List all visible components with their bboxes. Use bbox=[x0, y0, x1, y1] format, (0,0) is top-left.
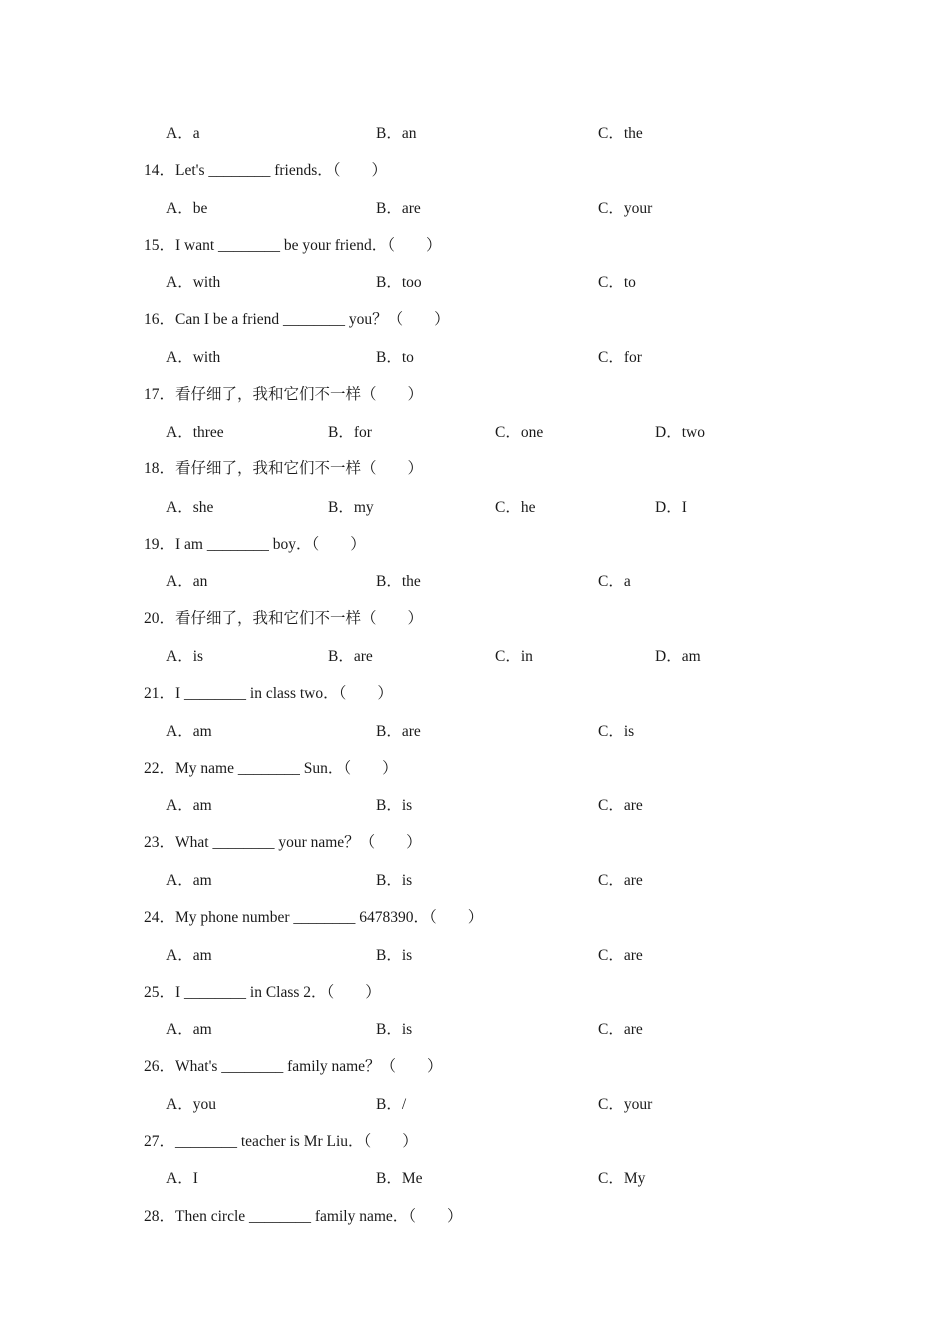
options-row-13 bbox=[0, 122, 950, 146]
option-b[interactable]: B．too bbox=[376, 274, 422, 291]
question-text: 27．________ teacher is Mr Liu．（ ） bbox=[144, 1133, 418, 1150]
options-row-24 bbox=[0, 944, 950, 968]
option-d[interactable]: D．I bbox=[655, 499, 687, 516]
option-c[interactable]: C．one bbox=[495, 424, 544, 441]
option-a[interactable]: A．am bbox=[166, 723, 212, 740]
question-14 bbox=[0, 159, 950, 183]
question-text: 18．看仔细了，我和它们不一样（ ） bbox=[144, 460, 424, 477]
options-row-20 bbox=[0, 645, 950, 669]
option-d[interactable]: D．am bbox=[655, 648, 701, 665]
options-row-15 bbox=[0, 271, 950, 295]
question-19 bbox=[0, 533, 950, 557]
option-b[interactable]: B．the bbox=[376, 573, 421, 590]
option-c[interactable]: C．your bbox=[598, 1096, 653, 1113]
option-c[interactable]: C．are bbox=[598, 947, 643, 964]
option-a[interactable]: A．she bbox=[166, 499, 214, 516]
question-24 bbox=[0, 906, 950, 930]
option-c[interactable]: C．in bbox=[495, 648, 533, 665]
option-a[interactable]: A．am bbox=[166, 1021, 212, 1038]
options-row-18 bbox=[0, 496, 950, 520]
options-row-22 bbox=[0, 794, 950, 818]
options-row-26 bbox=[0, 1093, 950, 1117]
option-b[interactable]: B．my bbox=[328, 499, 374, 516]
question-17 bbox=[0, 383, 950, 407]
question-text: 28．Then circle ________ family name．（ ） bbox=[144, 1208, 463, 1225]
question-25 bbox=[0, 981, 950, 1005]
question-21 bbox=[0, 682, 950, 706]
question-text: 26．What's ________ family name？（ ） bbox=[144, 1058, 443, 1075]
option-b[interactable]: B．are bbox=[376, 200, 421, 217]
option-a[interactable]: A．am bbox=[166, 872, 212, 889]
option-a[interactable]: A．am bbox=[166, 947, 212, 964]
question-16 bbox=[0, 308, 950, 332]
option-b[interactable]: B．for bbox=[328, 424, 372, 441]
option-a[interactable]: A．you bbox=[166, 1096, 216, 1113]
question-text: 20．看仔细了，我和它们不一样（ ） bbox=[144, 610, 424, 627]
option-b[interactable]: B．Me bbox=[376, 1170, 423, 1187]
question-text: 19．I am ________ boy．（ ） bbox=[144, 536, 366, 553]
question-15 bbox=[0, 234, 950, 258]
option-a[interactable]: A．three bbox=[166, 424, 224, 441]
option-a[interactable]: A．with bbox=[166, 274, 221, 291]
question-20 bbox=[0, 607, 950, 631]
option-c[interactable]: C．the bbox=[598, 125, 643, 142]
question-27 bbox=[0, 1130, 950, 1154]
options-row-25 bbox=[0, 1018, 950, 1042]
option-c[interactable]: C．My bbox=[598, 1170, 646, 1187]
question-18 bbox=[0, 457, 950, 481]
question-22 bbox=[0, 757, 950, 781]
option-c[interactable]: C．are bbox=[598, 1021, 643, 1038]
question-26 bbox=[0, 1055, 950, 1079]
question-text: 17．看仔细了，我和它们不一样（ ） bbox=[144, 386, 424, 403]
options-row-19 bbox=[0, 570, 950, 594]
option-c[interactable]: C．to bbox=[598, 274, 636, 291]
question-23 bbox=[0, 831, 950, 855]
question-text: 22．My name ________ Sun．（ ） bbox=[144, 760, 398, 777]
option-b[interactable]: B．is bbox=[376, 872, 413, 889]
question-text: 21．I ________ in class two．（ ） bbox=[144, 685, 393, 702]
question-text: 25．I ________ in Class 2．（ ） bbox=[144, 984, 381, 1001]
options-row-23 bbox=[0, 869, 950, 893]
option-c[interactable]: C．your bbox=[598, 200, 653, 217]
question-text: 23．What ________ your name？（ ） bbox=[144, 834, 422, 851]
question-text: 15．I want ________ be your friend．（ ） bbox=[144, 237, 442, 254]
option-a[interactable]: A．with bbox=[166, 349, 221, 366]
option-d[interactable]: D．two bbox=[655, 424, 705, 441]
options-row-21 bbox=[0, 720, 950, 744]
option-a[interactable]: A．be bbox=[166, 200, 208, 217]
option-b[interactable]: B．/ bbox=[376, 1096, 407, 1113]
options-row-27 bbox=[0, 1167, 950, 1191]
option-c[interactable]: C．for bbox=[598, 349, 642, 366]
option-a[interactable]: A．a bbox=[166, 125, 200, 142]
option-c[interactable]: C．are bbox=[598, 872, 643, 889]
option-c[interactable]: C．is bbox=[598, 723, 635, 740]
option-b[interactable]: B．are bbox=[376, 723, 421, 740]
option-a[interactable]: A．I bbox=[166, 1170, 198, 1187]
question-text: 16．Can I be a friend ________ you？（ ） bbox=[144, 311, 450, 328]
option-a[interactable]: A．am bbox=[166, 797, 212, 814]
option-b[interactable]: B．to bbox=[376, 349, 414, 366]
option-c[interactable]: C．are bbox=[598, 797, 643, 814]
option-b[interactable]: B．is bbox=[376, 947, 413, 964]
question-28 bbox=[0, 1205, 950, 1229]
option-a[interactable]: A．an bbox=[166, 573, 208, 590]
option-a[interactable]: A．is bbox=[166, 648, 204, 665]
question-text: 14．Let's ________ friends．（ ） bbox=[144, 162, 388, 179]
option-b[interactable]: B．is bbox=[376, 797, 413, 814]
option-c[interactable]: C．he bbox=[495, 499, 536, 516]
option-c[interactable]: C．a bbox=[598, 573, 631, 590]
option-b[interactable]: B．are bbox=[328, 648, 373, 665]
options-row-16 bbox=[0, 346, 950, 370]
option-b[interactable]: B．is bbox=[376, 1021, 413, 1038]
question-text: 24．My phone number ________ 6478390．（ ） bbox=[144, 909, 484, 926]
option-b[interactable]: B．an bbox=[376, 125, 417, 142]
options-row-14 bbox=[0, 197, 950, 221]
options-row-17 bbox=[0, 421, 950, 445]
